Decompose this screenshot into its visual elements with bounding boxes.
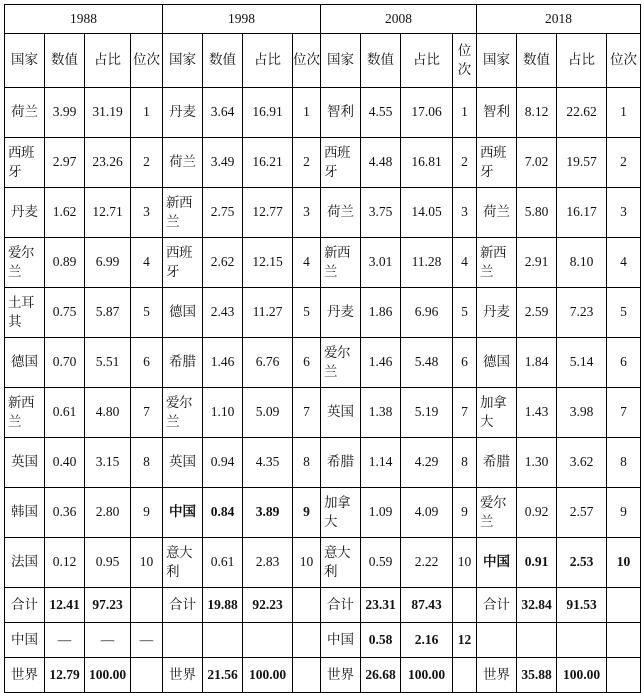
rank-cell: 8 (293, 438, 321, 488)
share-cell: 19.57 (557, 138, 607, 188)
country-cell: 丹麦 (5, 188, 45, 238)
share-cell: 2.53 (557, 538, 607, 588)
country-cell: 韩国 (5, 488, 45, 538)
value-cell: 0.12 (45, 538, 85, 588)
country-cell: 中国 (163, 488, 203, 538)
china-value: — (45, 623, 85, 658)
country-cell: 丹麦 (321, 288, 361, 338)
share-cell: 4.35 (243, 438, 293, 488)
country-cell: 荷兰 (321, 188, 361, 238)
rank-cell: 10 (607, 538, 641, 588)
country-header: 国家 (5, 34, 45, 88)
share-cell: 2.57 (557, 488, 607, 538)
china-row (5, 623, 641, 658)
share-cell: 6.76 (243, 338, 293, 388)
rank-cell: 7 (607, 388, 641, 438)
world-label: 世界 (5, 658, 45, 693)
rank-cell: 4 (453, 238, 477, 288)
rank-header: 位次 (131, 34, 163, 88)
rank-cell: 10 (131, 538, 163, 588)
china-rank: — (131, 623, 163, 658)
table-row (5, 238, 641, 288)
value-cell: 1.10 (203, 388, 243, 438)
value-cell: 0.92 (517, 488, 557, 538)
country-header: 国家 (321, 34, 361, 88)
total-value: 23.31 (361, 588, 401, 623)
world-share: 100.00 (85, 658, 131, 693)
country-cell: 爱尔兰 (163, 388, 203, 438)
value-cell: 0.59 (361, 538, 401, 588)
table-row (5, 138, 641, 188)
world-share: 100.00 (243, 658, 293, 693)
country-cell: 爱尔兰 (321, 338, 361, 388)
total-label: 合计 (321, 588, 361, 623)
table-row (5, 288, 641, 338)
value-cell: 2.43 (203, 288, 243, 338)
rank-cell: 6 (293, 338, 321, 388)
ranking-table (4, 4, 641, 693)
rank-cell: 6 (607, 338, 641, 388)
country-cell: 加拿大 (477, 388, 517, 438)
world-row (5, 658, 641, 693)
empty-cell (477, 623, 517, 658)
rank-cell: 3 (131, 188, 163, 238)
value-cell: 1.62 (45, 188, 85, 238)
country-cell: 荷兰 (163, 138, 203, 188)
table-row (5, 88, 641, 138)
share-cell: 22.62 (557, 88, 607, 138)
share-cell: 16.91 (243, 88, 293, 138)
value-cell: 1.84 (517, 338, 557, 388)
value-cell: 2.59 (517, 288, 557, 338)
value-cell: 3.49 (203, 138, 243, 188)
country-cell: 爱尔兰 (477, 488, 517, 538)
value-cell: 0.36 (45, 488, 85, 538)
value-cell: 4.48 (361, 138, 401, 188)
world-value: 12.79 (45, 658, 85, 693)
country-cell: 德国 (477, 338, 517, 388)
table-row (5, 338, 641, 388)
country-cell: 西班牙 (5, 138, 45, 188)
share-cell: 4.80 (85, 388, 131, 438)
share-cell: 3.89 (243, 488, 293, 538)
total-label: 合计 (163, 588, 203, 623)
world-label: 世界 (321, 658, 361, 693)
rank-cell: 3 (293, 188, 321, 238)
country-cell: 西班牙 (477, 138, 517, 188)
share-cell: 12.77 (243, 188, 293, 238)
world-value: 35.88 (517, 658, 557, 693)
value-cell: 1.38 (361, 388, 401, 438)
value-cell: 3.99 (45, 88, 85, 138)
country-cell: 丹麦 (477, 288, 517, 338)
year-header: 1988 (5, 5, 163, 34)
table-row (5, 388, 641, 438)
country-cell: 西班牙 (163, 238, 203, 288)
value-cell: 3.75 (361, 188, 401, 238)
rank-cell: 5 (131, 288, 163, 338)
country-cell: 新西兰 (5, 388, 45, 438)
value-cell: 0.91 (517, 538, 557, 588)
rank-cell: 4 (607, 238, 641, 288)
rank-cell: 1 (293, 88, 321, 138)
total-rank-empty (131, 588, 163, 623)
rank-cell: 5 (607, 288, 641, 338)
total-label: 合计 (477, 588, 517, 623)
rank-cell: 9 (131, 488, 163, 538)
empty-cell (293, 623, 321, 658)
total-value: 19.88 (203, 588, 243, 623)
share-cell: 2.83 (243, 538, 293, 588)
country-cell: 法国 (5, 538, 45, 588)
total-share: 97.23 (85, 588, 131, 623)
country-cell: 新西兰 (163, 188, 203, 238)
rank-cell: 10 (293, 538, 321, 588)
country-cell: 荷兰 (5, 88, 45, 138)
rank-cell: 4 (293, 238, 321, 288)
world-value: 21.56 (203, 658, 243, 693)
world-rank-empty (453, 658, 477, 693)
share-cell: 3.15 (85, 438, 131, 488)
share-header: 占比 (401, 34, 453, 88)
country-cell: 荷兰 (477, 188, 517, 238)
rank-cell: 2 (607, 138, 641, 188)
country-header: 国家 (477, 34, 517, 88)
total-share: 91.53 (557, 588, 607, 623)
country-cell: 英国 (163, 438, 203, 488)
rank-cell: 2 (293, 138, 321, 188)
share-cell: 5.14 (557, 338, 607, 388)
value-cell: 1.30 (517, 438, 557, 488)
year-header-row (5, 5, 641, 34)
value-cell: 0.89 (45, 238, 85, 288)
country-cell: 智利 (321, 88, 361, 138)
rank-header: 位次 (293, 34, 321, 88)
empty-cell (517, 623, 557, 658)
year-header: 2008 (321, 5, 477, 34)
world-share: 100.00 (557, 658, 607, 693)
rank-cell: 6 (453, 338, 477, 388)
total-rank-empty (607, 588, 641, 623)
value-cell: 8.12 (517, 88, 557, 138)
value-cell: 0.61 (203, 538, 243, 588)
country-cell: 中国 (477, 538, 517, 588)
rank-cell: 6 (131, 338, 163, 388)
rank-cell: 8 (607, 438, 641, 488)
share-cell: 5.19 (401, 388, 453, 438)
rank-cell: 5 (293, 288, 321, 338)
rank-cell: 2 (131, 138, 163, 188)
value-cell: 5.80 (517, 188, 557, 238)
share-cell: 3.62 (557, 438, 607, 488)
rank-cell: 9 (607, 488, 641, 538)
table-row (5, 538, 641, 588)
china-share: 2.16 (401, 623, 453, 658)
total-rank-empty (293, 588, 321, 623)
value-cell: 7.02 (517, 138, 557, 188)
value-cell: 4.55 (361, 88, 401, 138)
share-cell: 3.98 (557, 388, 607, 438)
value-cell: 2.91 (517, 238, 557, 288)
share-cell: 11.27 (243, 288, 293, 338)
column-header-row (5, 34, 641, 88)
rank-cell: 9 (293, 488, 321, 538)
share-cell: 7.23 (557, 288, 607, 338)
value-cell: 0.94 (203, 438, 243, 488)
value-cell: 0.61 (45, 388, 85, 438)
value-cell: 2.97 (45, 138, 85, 188)
rank-cell: 1 (131, 88, 163, 138)
share-cell: 11.28 (401, 238, 453, 288)
share-cell: 12.71 (85, 188, 131, 238)
share-cell: 17.06 (401, 88, 453, 138)
rank-cell: 1 (607, 88, 641, 138)
ranking-rows (5, 88, 641, 588)
china-rank: 12 (453, 623, 477, 658)
share-cell: 5.09 (243, 388, 293, 438)
value-cell: 0.40 (45, 438, 85, 488)
empty-cell (243, 623, 293, 658)
world-rank-empty (293, 658, 321, 693)
share-header: 占比 (243, 34, 293, 88)
value-cell: 2.62 (203, 238, 243, 288)
share-cell: 5.51 (85, 338, 131, 388)
year-header: 1998 (163, 5, 321, 34)
year-header: 2018 (477, 5, 641, 34)
rank-cell: 8 (131, 438, 163, 488)
share-cell: 5.48 (401, 338, 453, 388)
value-cell: 3.64 (203, 88, 243, 138)
rank-cell: 5 (453, 288, 477, 338)
total-value: 12.41 (45, 588, 85, 623)
country-cell: 德国 (163, 288, 203, 338)
share-cell: 16.17 (557, 188, 607, 238)
share-header: 占比 (85, 34, 131, 88)
table-row (5, 488, 641, 538)
country-cell: 西班牙 (321, 138, 361, 188)
country-header: 国家 (163, 34, 203, 88)
rank-cell: 2 (453, 138, 477, 188)
value-cell: 1.09 (361, 488, 401, 538)
value-header: 数值 (361, 34, 401, 88)
share-cell: 31.19 (85, 88, 131, 138)
value-cell: 1.46 (203, 338, 243, 388)
share-cell: 14.05 (401, 188, 453, 238)
share-cell: 4.09 (401, 488, 453, 538)
country-cell: 爱尔兰 (5, 238, 45, 288)
value-cell: 1.46 (361, 338, 401, 388)
table-row (5, 438, 641, 488)
table-row (5, 188, 641, 238)
share-cell: 6.96 (401, 288, 453, 338)
rank-header: 位次 (607, 34, 641, 88)
rank-cell: 7 (293, 388, 321, 438)
country-cell: 智利 (477, 88, 517, 138)
share-cell: 12.15 (243, 238, 293, 288)
share-cell: 16.81 (401, 138, 453, 188)
rank-cell: 8 (453, 438, 477, 488)
country-cell: 德国 (5, 338, 45, 388)
total-share: 87.43 (401, 588, 453, 623)
country-cell: 英国 (5, 438, 45, 488)
country-cell: 新西兰 (477, 238, 517, 288)
share-header: 占比 (557, 34, 607, 88)
share-cell: 23.26 (85, 138, 131, 188)
share-cell: 0.95 (85, 538, 131, 588)
china-label: 中国 (321, 623, 361, 658)
world-rank-empty (131, 658, 163, 693)
rank-cell: 1 (453, 88, 477, 138)
rank-cell: 3 (453, 188, 477, 238)
value-header: 数值 (517, 34, 557, 88)
country-cell: 土耳其 (5, 288, 45, 338)
value-cell: 0.70 (45, 338, 85, 388)
value-header: 数值 (45, 34, 85, 88)
share-cell: 2.80 (85, 488, 131, 538)
rank-cell: 7 (131, 388, 163, 438)
country-cell: 希腊 (321, 438, 361, 488)
rank-cell: 10 (453, 538, 477, 588)
value-header: 数值 (203, 34, 243, 88)
value-cell: 1.43 (517, 388, 557, 438)
world-label: 世界 (477, 658, 517, 693)
total-value: 32.84 (517, 588, 557, 623)
total-label: 合计 (5, 588, 45, 623)
value-cell: 1.86 (361, 288, 401, 338)
china-label: 中国 (5, 623, 45, 658)
rank-cell: 4 (131, 238, 163, 288)
share-cell: 6.99 (85, 238, 131, 288)
share-cell: 4.29 (401, 438, 453, 488)
value-cell: 2.75 (203, 188, 243, 238)
share-cell: 5.87 (85, 288, 131, 338)
empty-cell (557, 623, 607, 658)
total-share: 92.23 (243, 588, 293, 623)
country-cell: 丹麦 (163, 88, 203, 138)
country-cell: 意大利 (321, 538, 361, 588)
empty-cell (163, 623, 203, 658)
rank-cell: 7 (453, 388, 477, 438)
world-value: 26.68 (361, 658, 401, 693)
rank-cell: 3 (607, 188, 641, 238)
empty-cell (203, 623, 243, 658)
rank-header: 位次 (453, 34, 477, 88)
country-cell: 意大利 (163, 538, 203, 588)
china-share: — (85, 623, 131, 658)
total-rank-empty (453, 588, 477, 623)
country-cell: 希腊 (477, 438, 517, 488)
empty-cell (607, 623, 641, 658)
value-cell: 1.14 (361, 438, 401, 488)
share-cell: 8.10 (557, 238, 607, 288)
country-cell: 加拿大 (321, 488, 361, 538)
country-cell: 希腊 (163, 338, 203, 388)
share-cell: 16.21 (243, 138, 293, 188)
country-cell: 新西兰 (321, 238, 361, 288)
share-cell: 2.22 (401, 538, 453, 588)
world-share: 100.00 (401, 658, 453, 693)
value-cell: 0.84 (203, 488, 243, 538)
country-cell: 英国 (321, 388, 361, 438)
china-value: 0.58 (361, 623, 401, 658)
rank-cell: 9 (453, 488, 477, 538)
value-cell: 3.01 (361, 238, 401, 288)
world-label: 世界 (163, 658, 203, 693)
value-cell: 0.75 (45, 288, 85, 338)
total-row (5, 588, 641, 623)
world-rank-empty (607, 658, 641, 693)
